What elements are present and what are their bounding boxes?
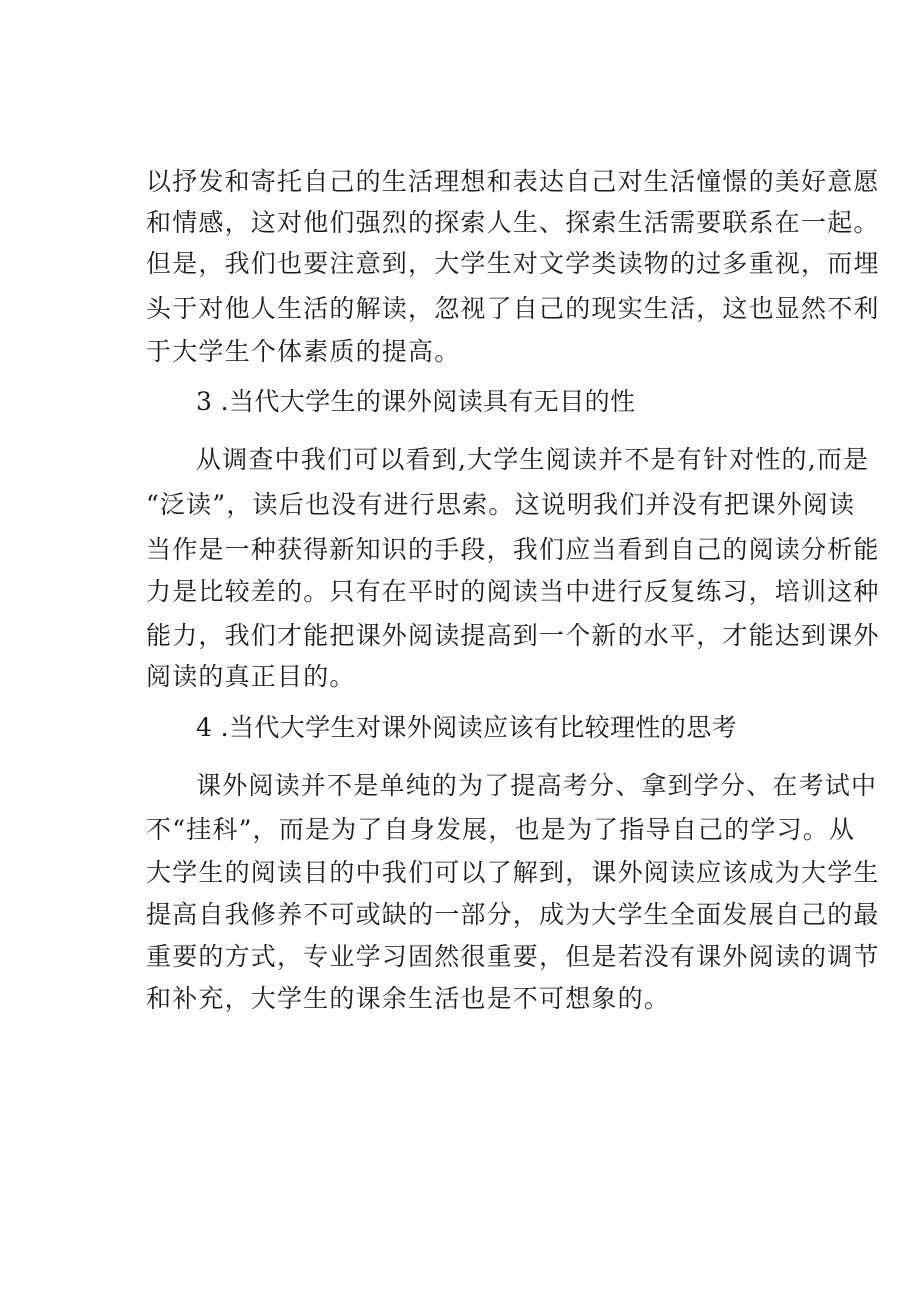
paragraph-1-line-1: 以抒发和寄托自己的生活理想和表达自己对生活憧憬的美好意愿: [146, 167, 880, 196]
paragraph-2-line-4: 力是比较差的。只有在平时的阅读当中进行反复练习，培训这种: [146, 577, 880, 606]
paragraph-3-line-3: 大学生的阅读目的中我们可以了解到，课外阅读应该成为大学生: [146, 858, 880, 887]
paragraph-3-line-1: 课外阅读并不是单纯的为了提高考分、拿到学分、在考试中: [196, 771, 878, 800]
paragraph-3-line-4: 提高自我修养不可或缺的一部分，成为大学生全面发展自己的最: [146, 900, 880, 929]
paragraph-1-line-5: 于大学生个体素质的提高。: [146, 337, 461, 366]
paragraph-1-line-2: 和情感，这对他们强烈的探索人生、探索生活需要联系在一起。: [146, 208, 880, 237]
paragraph-1-line-3: 但是，我们也要注意到，大学生对文学类读物的过多重视，而埋: [146, 249, 880, 278]
section-heading-4: 4 .当代大学生对课外阅读应该有比较理性的思考: [196, 713, 738, 742]
paragraph-2-line-6: 阅读的真正目的。: [146, 662, 356, 691]
paragraph-2-line-5: 能力，我们才能把课外阅读提高到一个新的水平，才能达到课外: [146, 621, 880, 650]
paragraph-2-line-3: 当作是一种获得新知识的手段，我们应当看到自己的阅读分析能: [146, 535, 880, 564]
paragraph-3-line-2: 不“挂科”，而是为了自身发展，也是为了指导自己的学习。从: [146, 815, 856, 844]
paragraph-1-line-4: 头于对他人生活的解读，忽视了自己的现实生活，这也显然不利: [146, 294, 880, 323]
paragraph-2-line-2: “泛读”，读后也没有进行思索。这说明我们并没有把课外阅读: [146, 490, 856, 519]
paragraph-3-line-5: 重要的方式，专业学习固然很重要，但是若没有课外阅读的调节: [146, 942, 880, 971]
section-heading-3: 3 .当代大学生的课外阅读具有无目的性: [196, 387, 636, 416]
paragraph-3-line-6: 和补充，大学生的课余生活也是不可想象的。: [146, 984, 671, 1013]
paragraph-2-line-1: 从调查中我们可以看到,大学生阅读并不是有针对性的,而是: [196, 445, 870, 474]
